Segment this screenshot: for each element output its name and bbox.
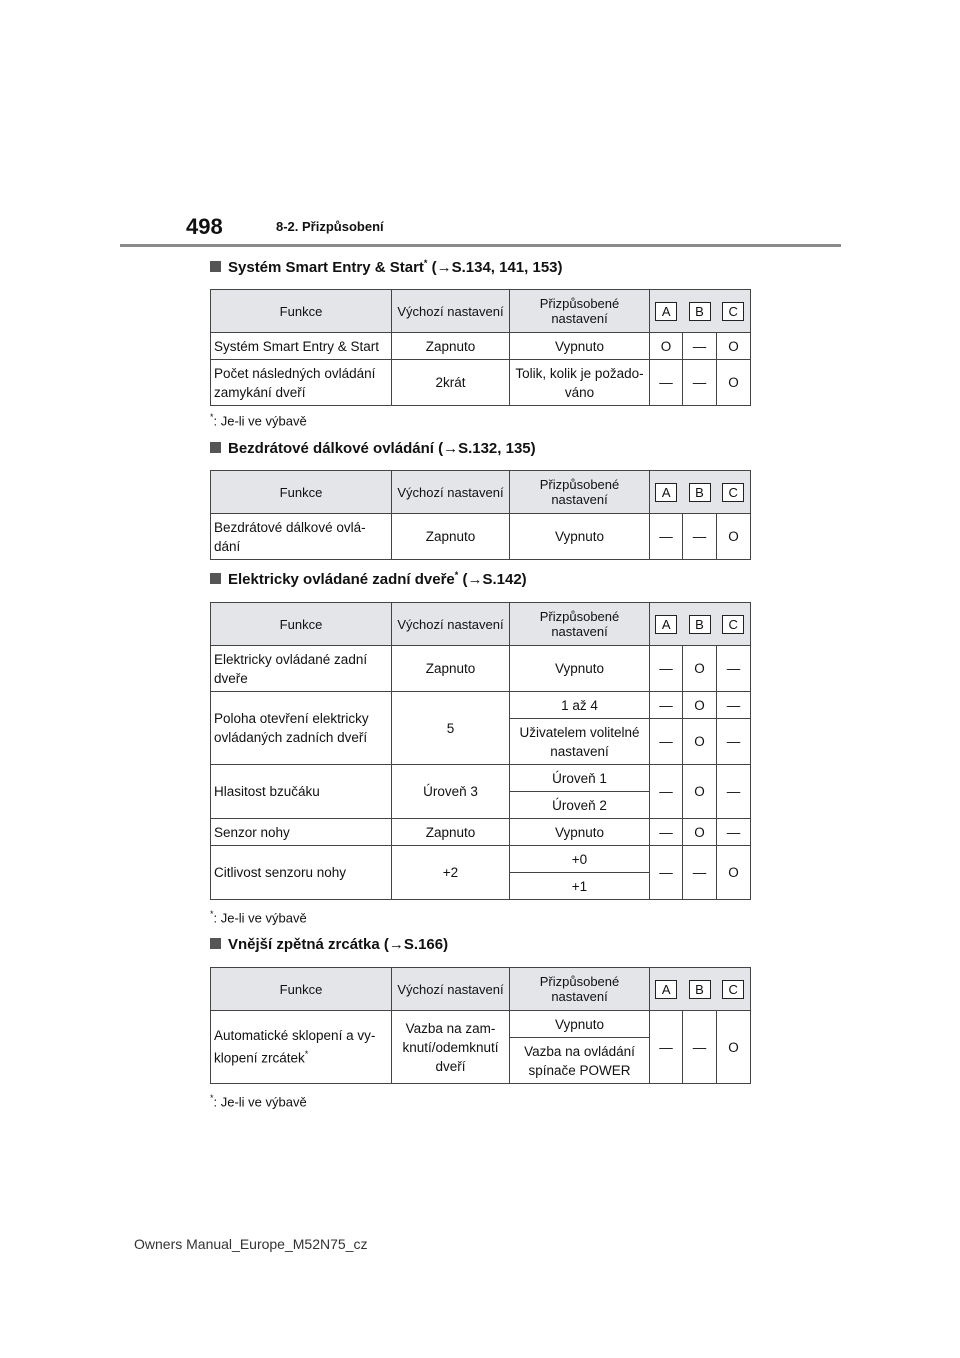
footer-text: Owners Manual_Europe_M52N75_cz (134, 1236, 368, 1252)
table-row: Systém Smart Entry & Start Zapnuto Vypnuto O — O (211, 333, 751, 360)
col-header-default: Výchozí nastavení (392, 603, 510, 646)
table-remote-control (210, 470, 751, 560)
table-row: Uživatelem volitelné nastavení — O — (211, 719, 751, 765)
col-header-default: Výchozí nastavení (392, 290, 510, 333)
heading-power-tailgate: Elektricky ovládané zadní dveře* (→S.142) (210, 570, 527, 588)
header-rule (120, 244, 841, 247)
table-row: Automatické sklopení a vy-klopení zrcátek* Vazba na zam-knutí/odemknutí dveří Vypnuto — — O (211, 1011, 751, 1038)
square-bullet-icon (210, 261, 221, 272)
col-header-custom: Přizpůsobené nastavení (510, 968, 650, 1011)
table-row: Citlivost senzoru nohy +2 +0 — — O (211, 846, 751, 873)
letter-b-icon: B (689, 615, 711, 634)
table-row: Vazba na ovládání spínače POWER (211, 1038, 751, 1084)
table-smart-entry (210, 289, 751, 406)
letter-c-icon: C (722, 615, 744, 634)
table-power-tailgate (210, 602, 751, 900)
col-header-funkce: Funkce (211, 603, 392, 646)
letter-c-icon: C (722, 483, 744, 502)
col-header-custom: Přizpůsobené nastavení (510, 471, 650, 514)
letter-b-icon: B (689, 980, 711, 999)
table-row: Hlasitost bzučáku Úroveň 3 Úroveň 1 — O — (211, 765, 751, 792)
page-number: 498 (186, 214, 223, 239)
letter-a-icon: A (655, 302, 677, 321)
section-title: 8-2. Přizpůsobení (276, 219, 384, 234)
letter-a-icon: A (655, 483, 677, 502)
letter-a-icon: A (655, 615, 677, 634)
col-header-funkce: Funkce (211, 968, 392, 1011)
col-header-custom: Přizpůsobené nastavení (510, 290, 650, 333)
table-row: +1 (211, 873, 751, 900)
letter-b-icon: B (689, 302, 711, 321)
table-row: Senzor nohy Zapnuto Vypnuto — O — (211, 819, 751, 846)
letter-b-icon: B (689, 483, 711, 502)
square-bullet-icon (210, 573, 221, 584)
col-header-funkce: Funkce (211, 290, 392, 333)
table-row: Počet následných ovládání zamykání dveří 2krát Tolik, kolik je požado-váno — — O (211, 360, 751, 406)
heading-mirrors: Vnější zpětná zrcátka (→S.166) (210, 936, 448, 953)
col-header-funkce: Funkce (211, 471, 392, 514)
heading-remote-control: Bezdrátové dálkové ovládání (→S.132, 135) (210, 440, 536, 457)
footnote: *: Je-li ve výbavě (210, 909, 307, 926)
col-header-custom: Přizpůsobené nastavení (510, 603, 650, 646)
square-bullet-icon (210, 938, 221, 949)
letter-c-icon: C (722, 980, 744, 999)
heading-smart-entry: Systém Smart Entry & Start* (→S.134, 141, 153) (210, 258, 563, 276)
letter-c-icon: C (722, 302, 744, 321)
col-header-default: Výchozí nastavení (392, 471, 510, 514)
table-row: Elektricky ovládané zadní dveře Zapnuto Vypnuto — O — (211, 646, 751, 692)
square-bullet-icon (210, 442, 221, 453)
footnote: *: Je-li ve výbavě (210, 412, 307, 429)
col-header-default: Výchozí nastavení (392, 968, 510, 1011)
table-row: Bezdrátové dálkové ovlá-dání Zapnuto Vypnuto — — O (211, 514, 751, 560)
footnote: *: Je-li ve výbavě (210, 1093, 307, 1110)
letter-a-icon: A (655, 980, 677, 999)
table-row: Úroveň 2 (211, 792, 751, 819)
table-row: Poloha otevření elektricky ovládaných zadních dveří 5 1 až 4 — O — (211, 692, 751, 719)
table-mirrors (210, 967, 751, 1084)
